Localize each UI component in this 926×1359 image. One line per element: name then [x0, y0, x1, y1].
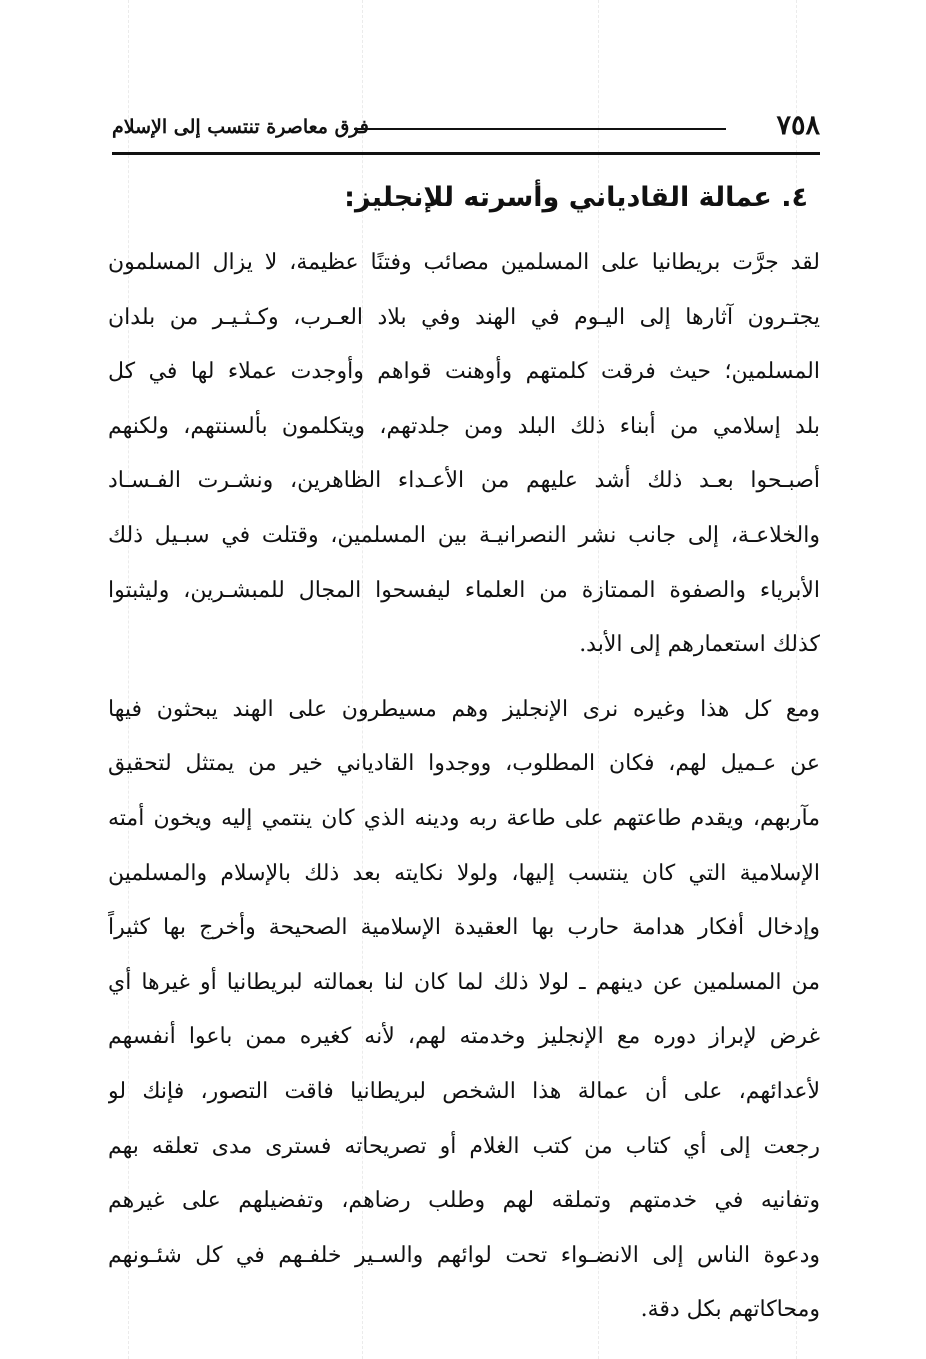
text-line: الإسلامية التي كان ينتسب إليها، ولولا نكايته بعد ذلك بالإسلام والمسلمين	[108, 860, 820, 886]
text-line: أصبـحوا بعـد ذلك أشد عليهم من الأعـداء الظاهرين، ونشـرت الفـسـاد	[108, 468, 820, 494]
text-line: عن عـميل لهم، فكان المطلوب، ووجدوا القادياني خير من يمتثل لتحقيق	[108, 751, 820, 777]
paragraph-spacer	[108, 673, 820, 683]
page-number: ٧٥٨	[776, 110, 820, 141]
text-line: من المسلمين عن دينهم ـ لولا ذلك لما كان لنا بعمالته لبريطانيا أو غيرها أي	[108, 969, 820, 995]
header-rule	[112, 152, 820, 155]
text-line: كذلك استعمارهم إلى الأبد.	[579, 632, 820, 658]
text-line: غرض لإبراز دوره مع الإنجليز وخدمته لهم، لأنه كغيره ممن باعوا أنفسهم	[108, 1024, 820, 1050]
text-line: ومحاكاتهم بكل دقة.	[640, 1297, 820, 1323]
text-line: وتفانيه في خدمتهم وتملقه لهم وطلب رضاهم، وتفضيلهم على غيرهم	[108, 1188, 820, 1214]
section-heading: ٤. عمالة القادياني وأسرته للإنجليز:	[344, 182, 808, 213]
text-line: المسلمين؛ حيث فرقت كلمتهم وأوهنت قواهم وأوجدت عملاء لها في كل	[108, 359, 820, 385]
paragraph-2	[108, 683, 820, 1338]
running-title: فرق معاصرة تنتسب إلى الإسلام	[112, 116, 369, 138]
text-line: ودعوة الناس إلى الانضـواء تحت لوائهم والسـير خلفـهم في كل شئـونهم	[108, 1242, 820, 1268]
text-line: مآربهم، ويقدم طاعتهم على طاعة ربه ودينه الذي كان ينتمي إليه ويخون أمته	[108, 805, 820, 831]
text-line: يجتـرون آثارها إلى اليـوم في الهند وفي بلاد العـرب، وكـثـيـر من بلدان	[108, 304, 820, 330]
text-line: لأعدائهم، على أن عمالة هذا الشخص لبريطانيا فاقت التصور، فإنك لو	[108, 1078, 820, 1104]
text-line: بلد إسلامي من أبناء ذلك البلد ومن جلدتهم، ويتكلمون بألسنتهم، ولكنهم	[108, 413, 820, 439]
text-line: ومع كل هذا وغيره نرى الإنجليز وهم مسيطرون على الهند يبحثون فيها	[108, 696, 820, 722]
paragraph-1	[108, 236, 820, 673]
header-dash-line	[354, 128, 726, 130]
text-line: لقد جرَّت بريطانيا على المسلمين مصائب وفتنًا عظيمة، لا يزال المسلمون	[108, 250, 820, 275]
page-header	[112, 110, 820, 158]
text-line: الأبرياء والصفوة الممتازة من العلماء ليفسحوا المجال للمبشـرين، وليثبتوا	[108, 577, 820, 603]
text-line: والخلاعـة، إلى جانب نشر النصرانيـة بين المسلمين، وقتلت في سبـيل ذلك	[108, 522, 820, 548]
body-text	[108, 236, 820, 1338]
text-line: وإدخال أفكار هدامة حارب بها العقيدة الإسلامية الصحيحة وأخرج بها كثيراً	[108, 915, 820, 941]
text-line: رجعت إلى أي كتاب من كتب الغلام أو تصريحاته فسترى مدى تعلقه بهم	[108, 1133, 820, 1159]
